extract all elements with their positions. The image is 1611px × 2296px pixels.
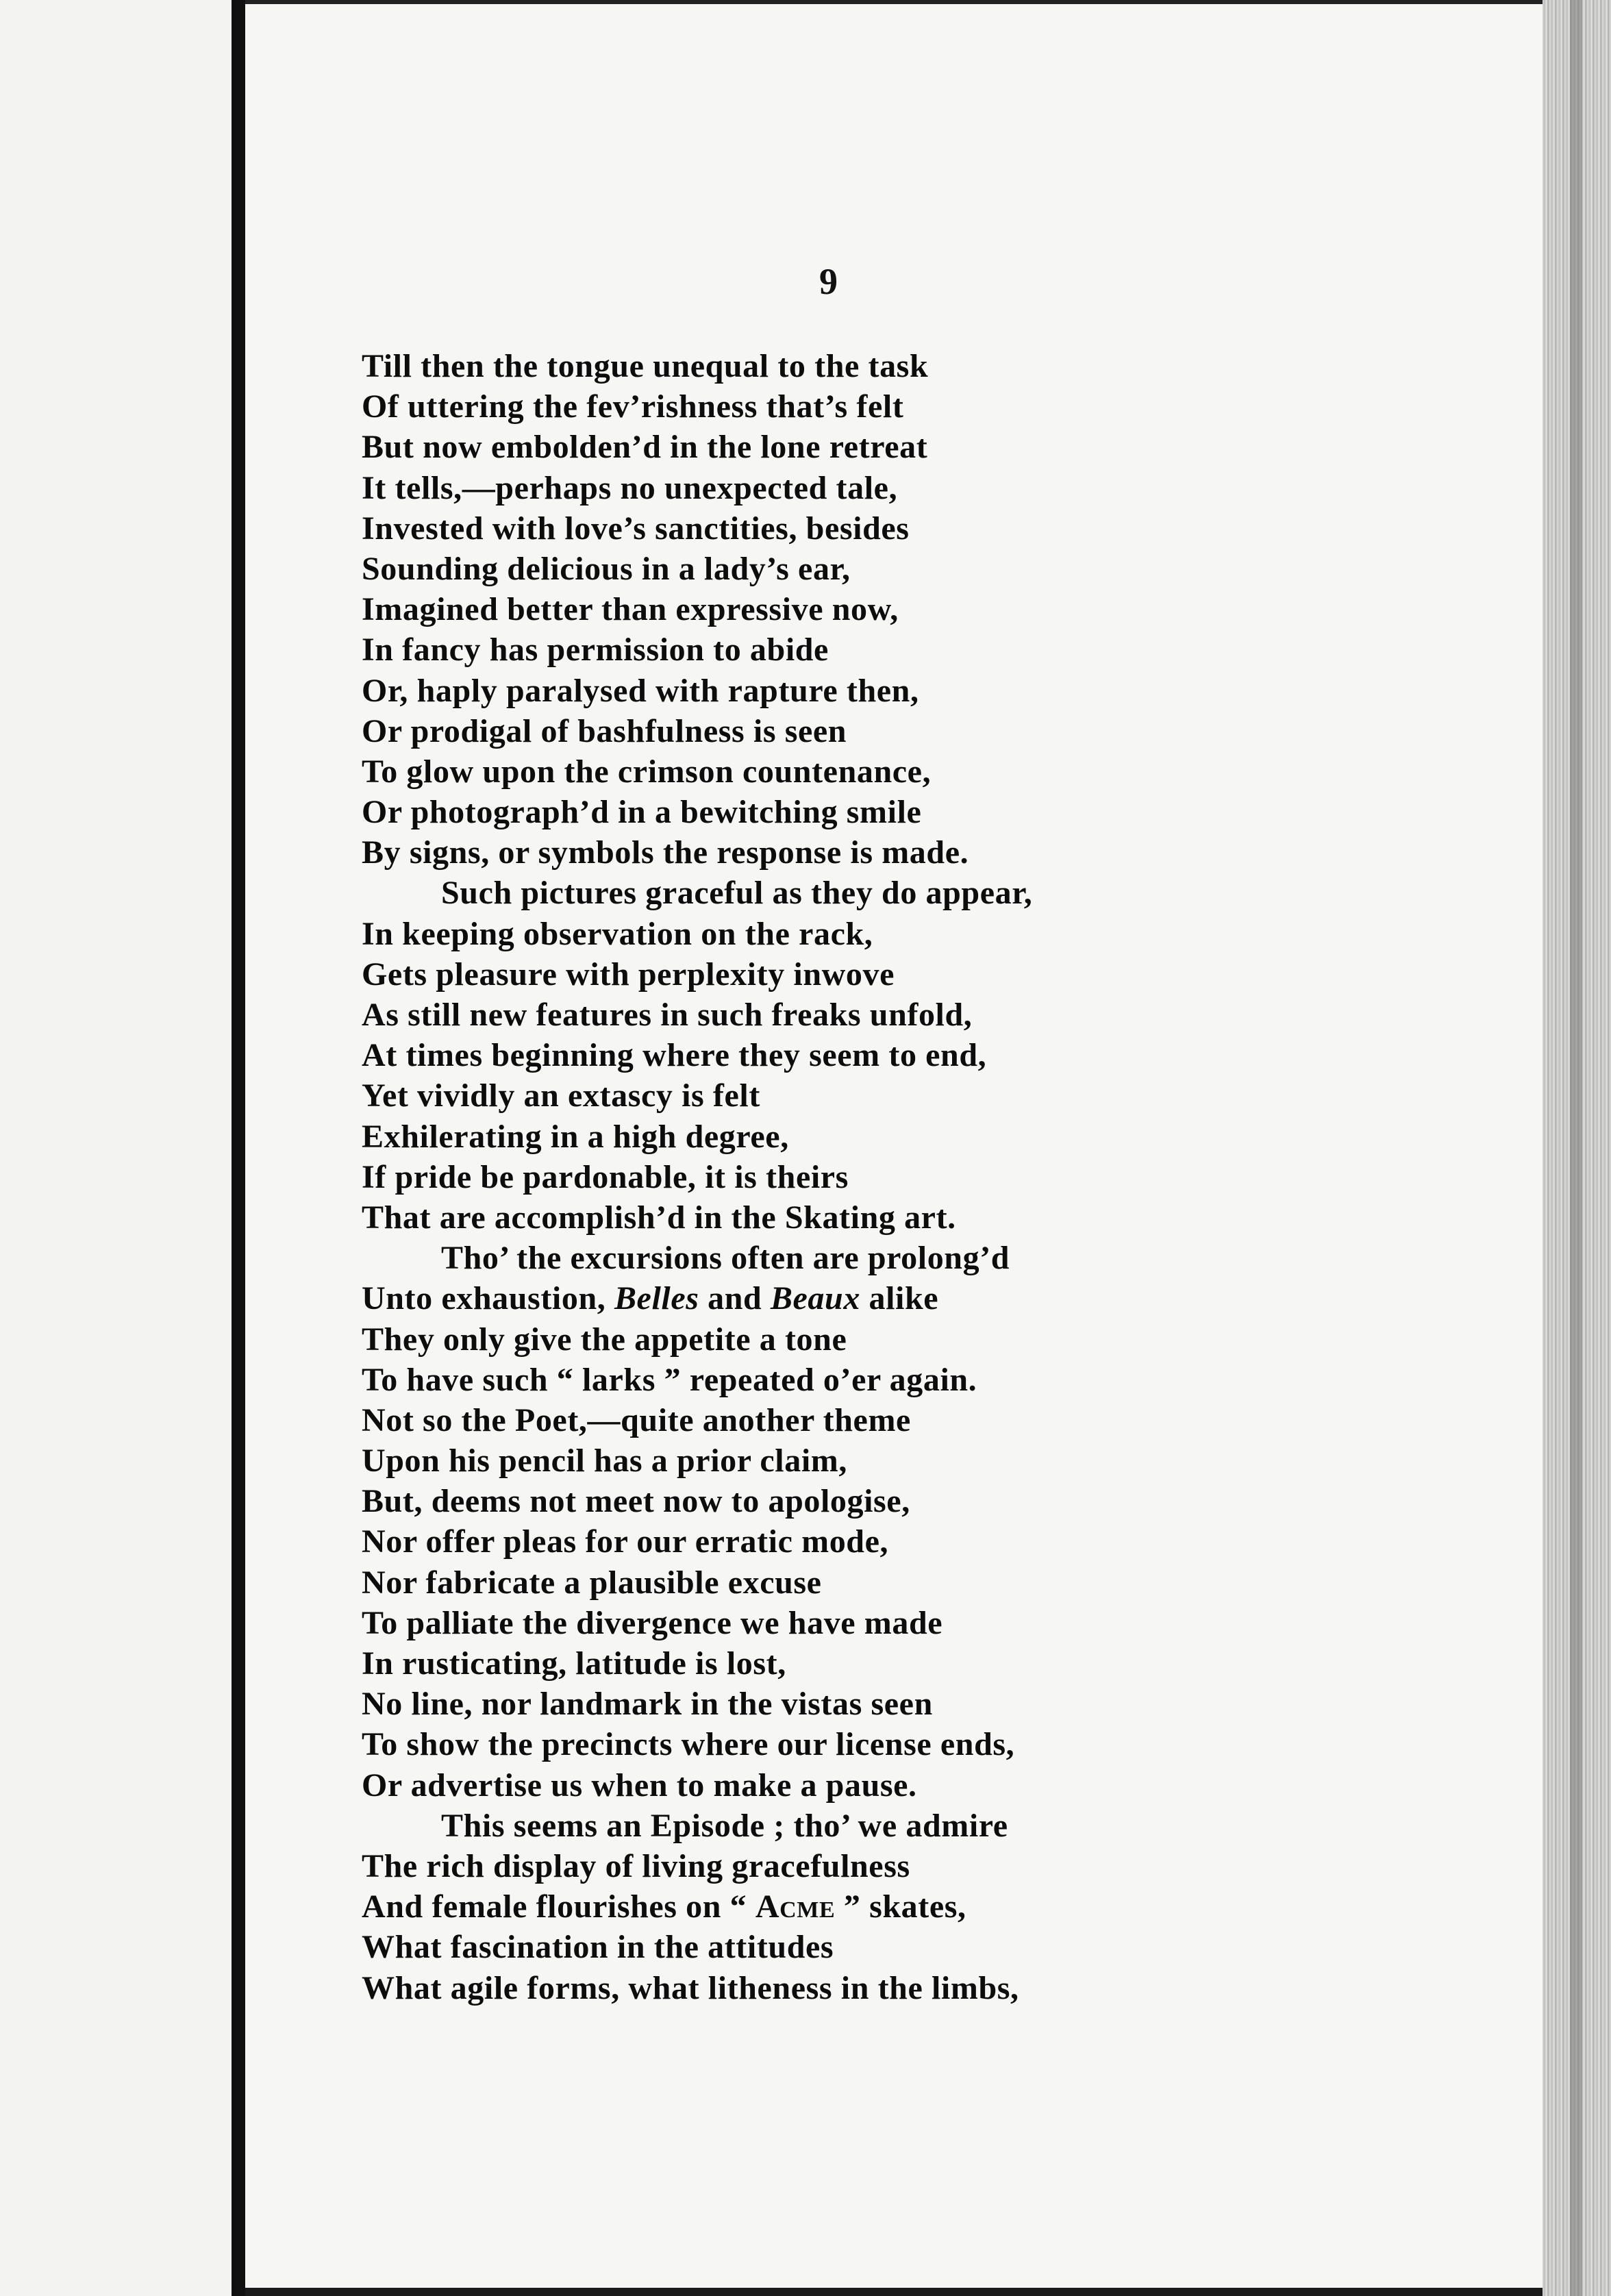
poem-line: By signs, or symbols the response is made. [362, 834, 969, 871]
poem-line: Sounding delicious in a lady’s ear, [362, 550, 851, 587]
poem-line: Such pictures graceful as they do appear, [441, 875, 1033, 912]
poem-line-segment: and [699, 1280, 771, 1317]
poem-line: As still new features in such freaks unfold, [362, 997, 973, 1033]
poem-line: At times beginning where they seem to end, [362, 1037, 987, 1074]
bottom-page-edge [245, 2288, 1547, 2296]
poem-line: Not so the Poet,—quite another theme [362, 1401, 911, 1438]
poem-line [362, 1886, 1526, 1927]
poem-line [362, 1278, 1526, 1319]
poem-text-block [362, 346, 1526, 2008]
poem-line: The rich display of living gracefulness [362, 1847, 910, 1884]
poem-line: Yet vividly an extascy is felt [362, 1077, 760, 1114]
poem-line-segment: Unto exhaustion, [362, 1280, 614, 1317]
poem-line: But, deems not meet now to apologise, [362, 1483, 910, 1520]
poem-line: No line, nor landmark in the vistas seen [362, 1686, 933, 1723]
poem-line: Or prodigal of bashfulness is seen [362, 712, 847, 749]
poem-line: Or photograph’d in a bewitching smile [362, 794, 922, 831]
poem-line: What fascination in the attitudes [362, 1929, 834, 1966]
page-number: 9 [819, 261, 838, 302]
poem-line: In keeping observation on the rack, [362, 915, 873, 952]
poem-line-segment: alike [860, 1280, 939, 1317]
poem-line: If pride be pardonable, it is theirs [362, 1158, 849, 1195]
poem-line: They only give the appetite a tone [362, 1321, 847, 1358]
poem-line: To glow upon the crimson countenance, [362, 753, 932, 790]
poem-line: But now embolden’d in the lone retreat [362, 429, 928, 466]
poem-line: Imagined better than expressive now, [362, 591, 899, 628]
poem-line: This seems an Episode ; tho’ we admire [441, 1807, 1008, 1844]
top-page-edge [245, 0, 1547, 4]
poem-line-italic: Beaux [770, 1280, 860, 1317]
poem-line: Till then the tongue unequal to the task [362, 348, 929, 384]
poem-line: In fancy has permission to abide [362, 632, 829, 669]
poem-line: That are accomplish’d in the Skating art. [362, 1199, 956, 1236]
poem-line: Or, haply paralysed with rapture then, [362, 672, 919, 709]
poem-line: Invested with love’s sanctities, besides [362, 510, 910, 547]
poem-line: To palliate the divergence we have made [362, 1604, 943, 1641]
poem-line: To have such “ larks ” repeated o’er again. [362, 1361, 977, 1398]
acme-small-caps: Acme [755, 1888, 836, 1925]
left-page-margin [0, 0, 232, 2296]
poem-line: What agile forms, what litheness in the limbs, [362, 1969, 1019, 2006]
right-edge-shadow [1570, 0, 1582, 2296]
poem-line: Exhilerating in a high degree, [362, 1118, 789, 1155]
poem-line: Nor offer pleas for our erratic mode, [362, 1523, 889, 1560]
poem-line: Gets pleasure with perplexity inwove [362, 956, 895, 993]
poem-line: In rusticating, latitude is lost, [362, 1645, 786, 1682]
gutter-shadow [232, 0, 245, 2296]
poem-line: To show the precincts where our license ends, [362, 1726, 1015, 1763]
poem-line: Upon his pencil has a prior claim, [362, 1443, 847, 1480]
poem-line: Tho’ the excursions often are prolong’d [441, 1240, 1010, 1277]
poem-line-segment: And female flourishes on “ [362, 1888, 755, 1925]
poem-line-italic: Belles [614, 1280, 699, 1317]
poem-line: It tells,—perhaps no unexpected tale, [362, 469, 898, 506]
poem-line: Or advertise us when to make a pause. [362, 1767, 917, 1804]
poem-line: Of uttering the fev’rishness that’s felt [362, 388, 904, 425]
poem-line: Nor fabricate a plausible excuse [362, 1564, 822, 1601]
poem-line-segment: ” skates, [835, 1888, 966, 1925]
